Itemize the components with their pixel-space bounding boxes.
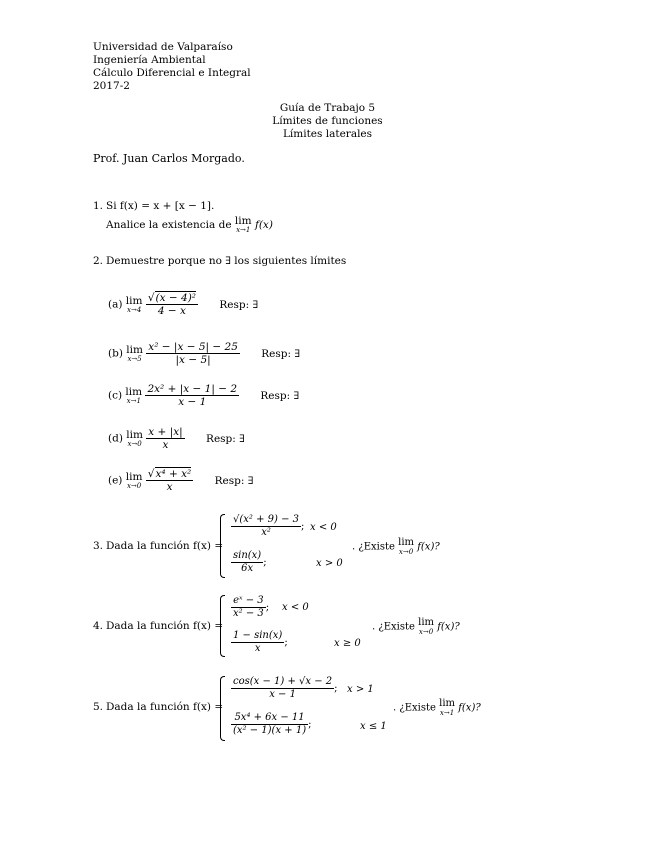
item-limit (126, 430, 143, 448)
item-fraction (146, 341, 240, 366)
denominator: x² (261, 527, 271, 538)
numerator: √(x² + 9) − 3 (233, 514, 300, 525)
q5-lead: Dada la función f(x) = (106, 701, 224, 713)
item-limit (126, 345, 143, 363)
item-answer: Resp: ∃ (261, 347, 301, 360)
lim-sub: x→1 (439, 709, 455, 717)
lim-sub: x→5 (127, 354, 142, 363)
lim-word: lim (125, 470, 143, 483)
guide-subtopic: Límites laterales (282, 128, 373, 140)
numerator: √x⁴ + x² (147, 468, 192, 480)
item-label: (a) (108, 298, 123, 311)
q4-case-1-condition: x < 0 (282, 602, 309, 613)
question-text: . ¿Existe (372, 621, 415, 633)
lim-sub: x→0 (398, 548, 414, 556)
q2-item-d (108, 426, 245, 451)
denominator: 4 − x (157, 305, 186, 317)
denominator: 6x (241, 563, 254, 574)
q5-case-2: $\frac{\text{5x⁴ + 6x − 11}}{\text{(x² − 1)(x + 1)}}$ ; (233, 712, 312, 736)
course-name: Cálculo Diferencial e Integral (93, 67, 251, 79)
denominator: x (166, 481, 173, 493)
lim-word: lim (126, 428, 143, 441)
numerator: 2x² + |x − 1| − 2 (147, 383, 238, 395)
item-fraction (145, 383, 239, 408)
professor-name: Prof. Juan Carlos Morgado. (93, 152, 245, 165)
question-text: . ¿Existe (393, 702, 436, 714)
q4-case-1: $\frac{\text{eˣ − 3}}{\text{x² − 3}}$ ; (233, 595, 270, 619)
q3-brace (220, 514, 225, 578)
q2-statement: Demuestre porque no ∃ los siguientes límites (106, 255, 347, 267)
item-label: (b) (108, 347, 123, 360)
lim-sub: x→1 (236, 226, 251, 234)
lim-word: lim (125, 294, 143, 307)
numerator: 1 − sin(x) (233, 630, 283, 641)
q4-case-2: $\frac{1 - \sin(x)}{x}$ ; (233, 630, 288, 654)
q4-question (372, 618, 460, 636)
denominator: |x − 5| (175, 354, 211, 366)
q5-question (393, 699, 481, 717)
q1-question (106, 216, 273, 234)
lim-sub: x→0 (127, 439, 142, 448)
q5-case-1-condition: x > 1 (347, 684, 374, 695)
lim-word: lim (234, 215, 252, 227)
case-fraction (231, 630, 284, 655)
guide-topic: Límites de funciones (272, 115, 383, 127)
q5-limit-fn: f(x)? (458, 702, 481, 714)
q3-lead: Dada la función f(x) = (106, 540, 224, 552)
numerator-radicand: x⁴ + x² (155, 468, 192, 480)
q4-brace (220, 595, 225, 657)
q3-limit (398, 538, 414, 556)
numerator: √(x − 4)² (147, 292, 197, 304)
q5-case-2-condition: x ≤ 1 (360, 721, 387, 732)
q1-limit (235, 216, 252, 234)
q3-case-2-condition: x > 0 (316, 558, 343, 569)
q1-limit-fn: f(x) (254, 219, 273, 231)
numerator-radicand: (x − 4)² (155, 292, 197, 304)
q5-number: 5. (93, 701, 104, 713)
lim-sub: x→0 (418, 628, 434, 636)
numerator: x² − |x − 5| − 25 (148, 341, 238, 353)
university-name: Universidad de Valparaíso (93, 41, 233, 53)
denominator: x − 1 (269, 689, 296, 700)
q4-lead: Dada la función f(x) = (106, 620, 224, 632)
q4-case-2-condition: x ≥ 0 (334, 638, 361, 649)
q2-item-c (108, 383, 299, 408)
lim-word: lim (125, 385, 143, 398)
item-fraction (146, 468, 193, 493)
q1-question-text: Analice la existencia de (106, 219, 232, 231)
numerator: cos(x − 1) + √x − 2 (233, 676, 333, 687)
denominator: x (254, 643, 261, 654)
q3-question (352, 538, 440, 556)
case-fraction (231, 712, 308, 737)
item-limit (126, 296, 143, 314)
item-fraction (146, 292, 198, 317)
case-fraction (231, 550, 263, 575)
question-text: . ¿Existe (352, 541, 395, 553)
q2-number: 2. (93, 255, 104, 267)
lim-word: lim (398, 537, 415, 548)
item-answer: Resp: ∃ (219, 298, 259, 311)
item-limit (126, 472, 143, 490)
term: 2017-2 (93, 80, 130, 92)
q5-case-1: $\frac{\cos(x - 1) + √x - 2}{x - 1}$ ; (233, 676, 338, 700)
q2-item-b (108, 341, 300, 366)
lim-word: lim (126, 343, 143, 356)
numerator: eˣ − 3 (231, 595, 266, 608)
numerator: 5x⁴ + 6x − 11 (231, 712, 308, 725)
q3-case-2: $\frac{\sin(x)}{6x}$ ; (233, 550, 267, 574)
q2-item-a (108, 292, 258, 317)
item-label: (c) (108, 389, 123, 402)
program-name: Ingeniería Ambiental (93, 54, 206, 66)
denominator: x − 1 (178, 396, 207, 408)
case-fraction (231, 595, 266, 620)
q4-number: 4. (93, 620, 104, 632)
q5-brace (220, 676, 225, 741)
lim-word: lim (418, 617, 435, 628)
q4-limit-fn: f(x)? (437, 621, 460, 633)
item-answer: Resp: ∃ (206, 432, 245, 445)
guide-title: Guía de Trabajo 5 (279, 102, 376, 114)
item-label: (d) (108, 432, 123, 445)
numerator: sin(x) (233, 550, 262, 561)
lim-sub: x→1 (126, 396, 141, 405)
q1-number: 1. (93, 200, 104, 212)
q3-number: 3. (93, 540, 104, 552)
q5-limit (439, 699, 455, 717)
item-limit (125, 387, 142, 405)
q1-statement: Si f(x) = x + [x − 1]. (106, 200, 215, 212)
lim-sub: x→4 (127, 305, 142, 314)
lim-word: lim (439, 698, 456, 709)
case-fraction (231, 676, 334, 701)
numerator: x + |x| (148, 426, 183, 438)
lim-sub: x→0 (126, 481, 142, 490)
q2-item-e (108, 468, 253, 493)
q4-limit (418, 618, 434, 636)
denominator: x (162, 439, 169, 451)
case-fraction (231, 514, 301, 539)
item-fraction (146, 426, 184, 451)
item-answer: Resp: ∃ (260, 389, 300, 402)
denominator: x² − 3 (233, 608, 264, 619)
q3-case-1-condition: x < 0 (310, 522, 337, 533)
q3-limit-fn: f(x)? (417, 541, 440, 553)
item-label: (e) (108, 474, 123, 487)
denominator: (x² − 1)(x + 1) (233, 725, 307, 736)
item-answer: Resp: ∃ (214, 474, 254, 487)
q3-case-1: $\frac{\text{√(x² + 9) − 3}}{\text{x²}}$ ; (233, 514, 305, 538)
